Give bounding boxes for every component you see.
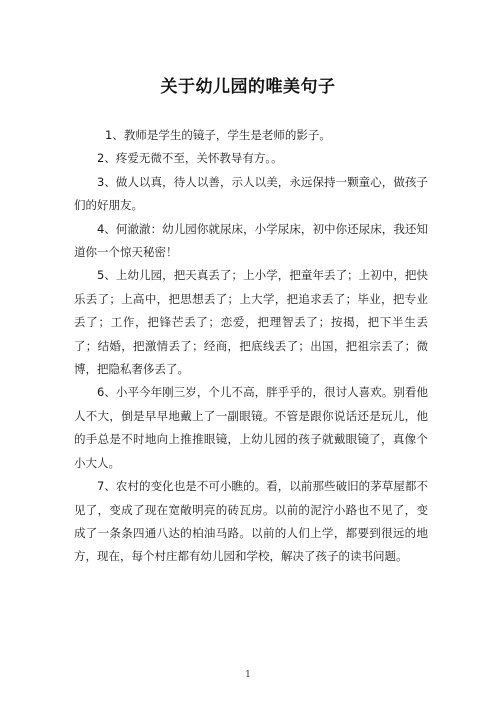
paragraph-3: 3、做人以真，待人以善，示人以美，永远保持一颗童心，做孩子们的好朋友。: [74, 174, 428, 213]
paragraph-7: 7、农村的变化也是不可小瞧的。看，以前那些破旧的茅草屋都不见了，变成了现在宽敞明亮的砖瓦房。以前的泥泞小路也不见了，变成了一条条四通八达的柏油马路。以前的人们上学，都要到很远的地方，现在，每个村庄都有幼儿园和学校，解决了孩子的读书问题。: [74, 479, 428, 564]
document-body: [74, 124, 428, 569]
paragraph-6: 6、小平今年刚三岁，个儿不高，胖乎乎的，很讨人喜欢。别看他人不大，倒是早早地戴上了一副眼镜。不管是跟你说话还是玩儿，他的手总是不时地向上推推眼镜，上幼儿园的孩子就戴眼镜了，真像个小大人。: [74, 385, 428, 470]
paragraph-1: 1、教师是学生的镜子，学生是老师的影子。: [105, 128, 331, 142]
paragraph-5: 5、上幼儿园，把天真丢了；上小学，把童年丢了；上初中，把快乐丢了；上高中，把思想丢了；上大学，把追求丢了；毕业，把专业丢了；工作，把锋芒丢了；恋爱，把理智丢了；按揭，把下半生丢了；结婚，把激情丢了；经商，把底线丢了；出国，把祖宗丢了；微博，把隐私奢侈丢了。: [74, 268, 428, 377]
page-number: 1: [245, 670, 251, 680]
document-title: 关于幼儿园的唯美句子: [160, 77, 336, 97]
paragraph-4: 4、何澈澈：幼儿园你就尿床，小学尿床，初中你还尿床，我还知道你一个惊天秘密！: [74, 221, 428, 260]
paragraph-2: 2、疼爱无微不至，关怀教导有方。。: [97, 151, 283, 166]
